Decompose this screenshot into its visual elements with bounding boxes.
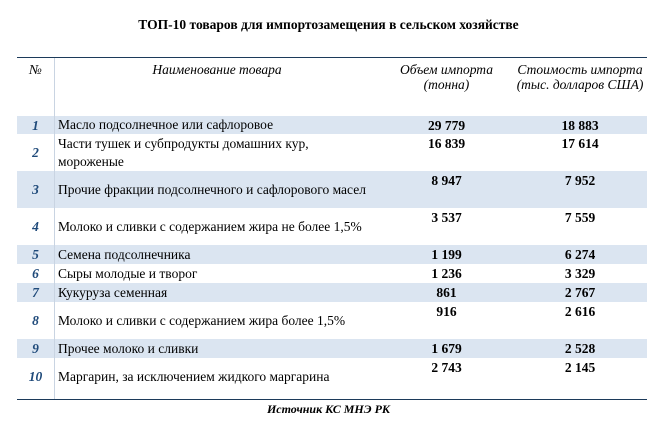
row-cost: 18 883 xyxy=(513,116,647,134)
table-row xyxy=(17,302,647,339)
row-volume: 1 236 xyxy=(431,266,462,281)
row-cost: 2 616 xyxy=(564,304,596,319)
row-cost: 7 952 xyxy=(513,171,647,208)
row-number: 7 xyxy=(17,283,54,302)
row-name: Прочее молоко и сливки xyxy=(54,339,380,358)
header-cost: Стоимость импорта (тыс. долларов США) xyxy=(516,62,644,92)
row-volume: 29 779 xyxy=(380,116,513,134)
row-cost: 17 614 xyxy=(561,136,599,151)
row-volume: 8 947 xyxy=(380,171,513,208)
table-row xyxy=(17,264,647,283)
row-volume: 2 743 xyxy=(431,360,462,375)
table-bottom-rule xyxy=(17,399,647,400)
row-volume: 1 199 xyxy=(380,245,513,264)
row-volume: 916 xyxy=(436,304,457,319)
row-number: 9 xyxy=(17,339,54,358)
column-divider xyxy=(54,58,55,399)
row-name: Молоко и сливки с содержанием жира не более 1,5% xyxy=(58,218,362,234)
row-number: 4 xyxy=(32,219,39,234)
table-row xyxy=(17,171,647,208)
row-cost: 6 274 xyxy=(513,245,647,264)
import-table xyxy=(17,58,647,395)
row-volume: 1 679 xyxy=(380,339,513,358)
row-cost: 7 559 xyxy=(564,210,596,225)
table-header-row xyxy=(17,58,647,116)
row-name: Кукуруза семенная xyxy=(54,283,380,302)
table-row xyxy=(17,283,647,302)
table-row xyxy=(17,134,647,171)
row-cost: 2 767 xyxy=(513,283,647,302)
row-cost: 2 528 xyxy=(513,339,647,358)
row-number: 2 xyxy=(32,145,39,160)
row-cost: 2 145 xyxy=(564,360,596,375)
row-number: 10 xyxy=(28,369,43,384)
row-volume: 16 839 xyxy=(427,136,466,151)
table-row xyxy=(17,339,647,358)
header-name: Наименование товара xyxy=(152,62,282,77)
table-row xyxy=(17,116,647,134)
row-number: 6 xyxy=(32,266,39,281)
page-title: ТОП-10 товаров для импортозамещения в сельском хозяйстве xyxy=(138,17,519,32)
header-volume: Объем импорта (тонна) xyxy=(400,62,493,92)
row-name: Части тушек и субпродукты домашних кур, мороженые xyxy=(58,135,309,169)
table-row xyxy=(17,358,647,395)
header-num: № xyxy=(29,62,42,77)
row-number: 5 xyxy=(17,245,54,264)
row-cost: 3 329 xyxy=(564,266,596,281)
row-number: 3 xyxy=(17,171,54,208)
row-name: Прочие фракции подсолнечного и сафлорового масел xyxy=(54,171,380,208)
table-row xyxy=(17,208,647,245)
row-number: 1 xyxy=(17,116,54,134)
row-name: Масло подсолнечное или сафлоровое xyxy=(54,116,380,134)
row-number: 8 xyxy=(32,313,39,328)
row-volume: 3 537 xyxy=(431,210,462,225)
source-note: Источник КС МНЭ РК xyxy=(266,402,391,416)
table-row xyxy=(17,245,647,264)
row-name: Семена подсолнечника xyxy=(54,245,380,264)
row-volume: 861 xyxy=(380,283,513,302)
row-name: Сыры молодые и творог xyxy=(58,265,198,281)
row-name: Молоко и сливки с содержанием жира более 1,5% xyxy=(58,312,346,328)
row-name: Маргарин, за исключением жидкого маргарина xyxy=(58,368,330,384)
